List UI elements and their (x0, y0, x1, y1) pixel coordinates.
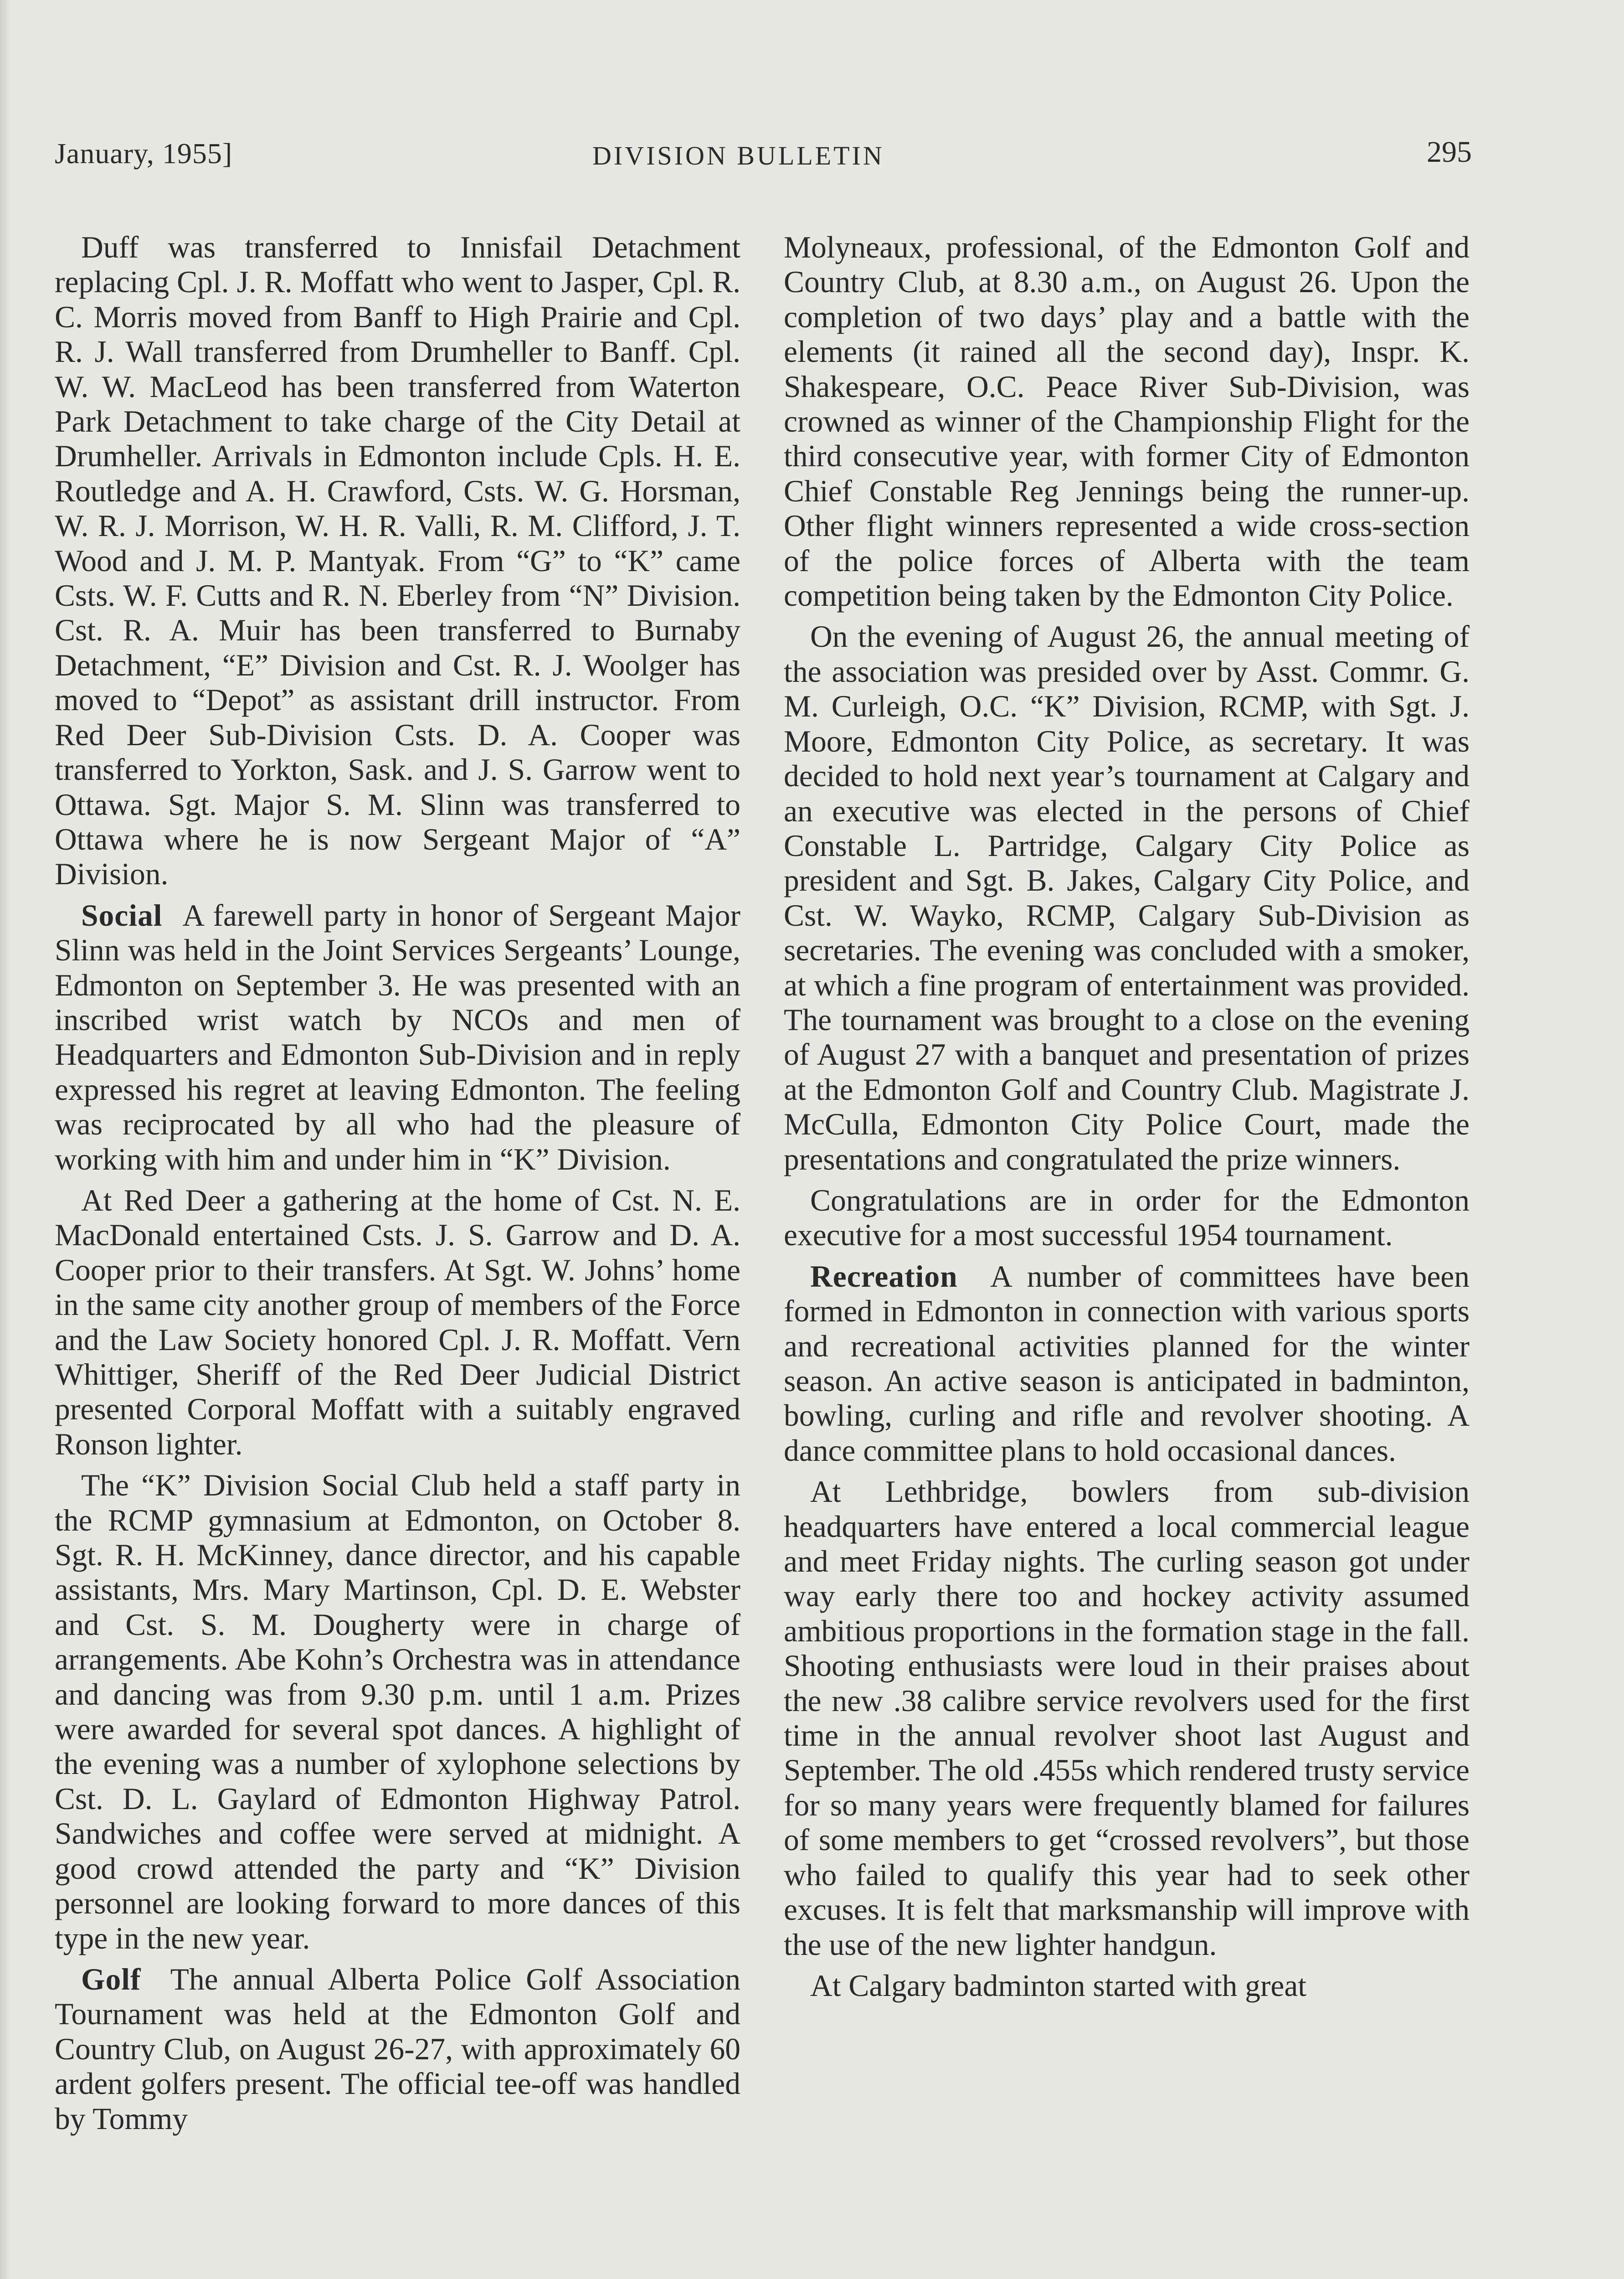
section-heading-social: Social (81, 898, 163, 933)
page-number: 295 (1427, 135, 1472, 169)
right-column (784, 230, 1470, 2010)
paragraph-golf-continued (784, 230, 1470, 613)
running-head (55, 137, 1472, 182)
paragraph-social-club (55, 1468, 740, 1956)
section-heading-recreation: Recreation (810, 1259, 958, 1294)
paragraph-annual-meeting (784, 619, 1470, 1177)
paragraph-text: A number of committees have been formed in Edmonton in connection with various sports and recreational activities planned for the winter season. An active season is anticipated in badminton, bowling, curling and rifle and revolver shooting. A dance committee plans to hold occasional dances. (784, 1259, 1470, 1468)
paragraph-golf (55, 1962, 740, 2136)
paragraph-calgary (784, 1969, 1470, 2003)
left-column (55, 230, 740, 2143)
paragraph-text: Congratulations are in order for the Edmonton executive for a most successful 1954 tournament. (784, 1183, 1470, 1253)
paragraph-text: The annual Alberta Police Golf Association Tournament was held at the Edmonton Golf and Country Club, on August 26-27, with approximately 60 ardent golfers present. The official tee-off was handled by Tommy (55, 1962, 740, 2136)
issue-date: January, 1955] (55, 137, 233, 170)
page-edge (0, 0, 10, 2279)
publication-title: DIVISION BULLETIN (592, 141, 884, 170)
paragraph-text: On the evening of August 26, the annual meeting of the association was presided over by Asst. Commr. G. M. Curleigh, O.C. “K” Division, RCMP, with Sgt. J. Moore, Edmonton City Police, as secretary. It was decided to hold next year’s tournament at Calgary and an executive was elected in the persons of Chief Constable L. Partridge, Calgary City Police as president and Sgt. B. Jakes, Calgary City Police, and Cst. W. Wayko, RCMP, Calgary Sub-Division as secretaries. The evening was concluded with a smoker, at which a fine program of entertainment was provided. The tournament was brought to a close on the evening of August 27 with a banquet and presentation of prizes at the Edmonton Golf and Country Club. Magistrate J. McCulla, Edmonton City Police Court, made the presentations and congratulated the prize winners. (784, 619, 1470, 1176)
paragraph-red-deer (55, 1183, 740, 1462)
paragraph-recreation (784, 1259, 1470, 1468)
paragraph-text: At Red Deer a gathering at the home of Cst. N. E. MacDonald entertained Csts. J. S. Garrow and D. A. Cooper prior to their transfers. At Sgt. W. Johns’ home in the same city another group of members of the Force and the Law Society honored Cpl. J. R. Moffatt. Vern Whittiger, Sheriff of the Red Deer Judicial District presented Corporal Moffatt with a suitably engraved Ronson lighter. (55, 1183, 740, 1461)
paragraph-text: A farewell party in honor of Sergeant Major Slinn was held in the Joint Services Sergeants’ Lounge, Edmonton on September 3. He was presented with an inscribed wrist watch by NCOs and men of Headquarters and Edmonton Sub-Division and in reply expressed his regret at leaving Edmonton. The feeling was reciprocated by all who had the pleasure of working with him and under him in “K” Division. (55, 898, 740, 1176)
section-heading-golf: Golf (81, 1962, 141, 1996)
paragraph-transfers (55, 230, 740, 892)
paragraph-text: At Calgary badminton started with great (810, 1968, 1307, 2003)
paragraph-social (55, 898, 740, 1177)
paragraph-text: Molyneaux, professional, of the Edmonton Golf and Country Club, at 8.30 a.m., on August 26. Upon the completion of two days’ play and a battle with the elements (it rained all the second day), Inspr. K. Shakespeare, O.C. Peace River Sub-Division, was crowned as winner of the Championship Flight for the third consecutive year, with former City of Edmonton Chief Constable Reg Jennings being the runner-up. Other flight winners represented a wide cross-section of the police forces of Alberta with the team competition being taken by the Edmonton City Police. (784, 230, 1470, 613)
paragraph-text: The “K” Division Social Club held a staff party in the RCMP gymnasium at Edmonton, on October 8. Sgt. R. H. McKinney, dance director, and his capable assistants, Mrs. Mary Martinson, Cpl. D. E. Webster and Cst. S. M. Dougherty were in charge of arrangements. Abe Kohn’s Orchestra was in attendance and dancing was from 9.30 p.m. until 1 a.m. Prizes were awarded for several spot dances. A highlight of the evening was a number of xylophone selections by Cst. D. L. Gaylard of Edmonton Highway Patrol. Sandwiches and coffee were served at midnight. A good crowd attended the party and “K” Division personnel are looking forward to more dances of this type in the new year. (55, 1468, 740, 1955)
paragraph-lethbridge (784, 1475, 1470, 1962)
paragraph-text: At Lethbridge, bowlers from sub-division headquarters have entered a local commercial league and meet Friday nights. The curling season got under way early there too and hockey activity assumed ambitious proportions in the formation stage in the fall. Shooting enthusiasts were loud in their praises about the new .38 calibre service revolvers used for the first time in the annual revolver shoot last August and September. The old .455s which rendered trusty service for so many years were frequently blamed for failures of some members to get “crossed revolvers”, but those who failed to qualify this year had to seek other excuses. It is felt that marksmanship will improve with the use of the new lighter handgun. (784, 1475, 1470, 1962)
paragraph-text: Duff was transferred to Innisfail Detachment replacing Cpl. J. R. Moffatt who went to Jasper, Cpl. R. C. Morris moved from Banff to High Prairie and Cpl. R. J. Wall transferred from Drumheller to Banff. Cpl. W. W. MacLeod has been transferred from Waterton Park Detachment to take charge of the City Detail at Drumheller. Arrivals in Edmonton include Cpls. H. E. Routledge and A. H. Crawford, Csts. W. G. Horsman, W. R. J. Morrison, W. H. R. Valli, R. M. Clifford, J. T. Wood and J. M. P. Mantyak. From “G” to “K” came Csts. W. F. Cutts and R. N. Eberley from “N” Division. Cst. R. A. Muir has been transferred to Burnaby Detachment, “E” Division and Cst. R. J. Woolger has moved to “Depot” as assistant drill instructor. From Red Deer Sub-Division Csts. D. A. Cooper was transferred to Yorkton, Sask. and J. S. Garrow went to Ottawa. Sgt. Major S. M. Slinn was transferred to Ottawa where he is now Sergeant Major of “A” Division. (55, 230, 740, 892)
paragraph-congratulations (784, 1183, 1470, 1253)
